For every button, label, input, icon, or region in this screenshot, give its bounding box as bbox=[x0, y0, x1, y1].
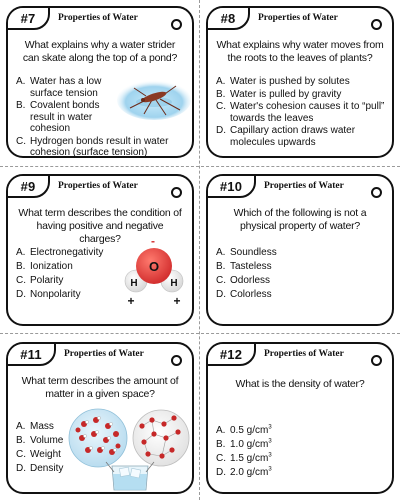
answer-item: C. Polarity bbox=[16, 275, 64, 286]
punch-hole-icon bbox=[371, 187, 382, 198]
question-text: Which of the following is not a physical property of water? bbox=[233, 207, 367, 232]
task-card-8 bbox=[206, 6, 394, 158]
answer-item: B. 1.0 $g/cm^3$ bbox=[216, 438, 272, 450]
answer-item: D. 2.0 $g/cm^3$ bbox=[216, 466, 272, 478]
question-text: What term describes the amount of matter in a given space? bbox=[21, 375, 179, 400]
question-text: What explains why a water strider can skate along the top of a pond? bbox=[22, 39, 178, 64]
question-text: What is the density of water? bbox=[235, 378, 365, 390]
positive-charge-label-right: + bbox=[173, 294, 181, 308]
cut-line-horizontal-2 bbox=[0, 333, 400, 334]
card-title: Properties of Water bbox=[58, 181, 138, 191]
card-title: Properties of Water bbox=[264, 349, 344, 359]
card-title: Properties of Water bbox=[264, 181, 344, 191]
answer-list bbox=[16, 76, 169, 158]
positive-charge-label-left: + bbox=[127, 294, 135, 308]
answer-item: B. Water is pulled by gravity bbox=[216, 88, 342, 100]
card-number-badge: #7 bbox=[6, 6, 50, 30]
answer-item: B. Covalent bonds result in water cohesion bbox=[16, 100, 100, 134]
answer-item: A. 0.5 $g/cm^3$ bbox=[216, 424, 272, 436]
negative-charge-label: - bbox=[151, 236, 155, 248]
answer-item: B. Volume bbox=[16, 435, 64, 446]
cut-line-horizontal-1 bbox=[0, 166, 400, 167]
question-text: What explains why water moves from the roots to the leaves of plants? bbox=[216, 39, 384, 64]
card-number-badge: #11 bbox=[6, 342, 56, 366]
task-card-12 bbox=[206, 342, 394, 494]
answer-item: C. 1.5 $g/cm^3$ bbox=[216, 452, 272, 464]
answer-item: A. Water is pushed by solutes bbox=[216, 76, 350, 87]
punch-hole-icon bbox=[171, 187, 182, 198]
hydrogen-label-right: H bbox=[170, 278, 178, 289]
answer-item: D. Colorless bbox=[216, 289, 272, 300]
water-density-image bbox=[68, 406, 190, 492]
answer-item: A. Soundless bbox=[216, 247, 277, 258]
answer-list bbox=[16, 246, 126, 302]
answer-list bbox=[216, 246, 336, 302]
answer-item: B. Ionization bbox=[16, 261, 73, 272]
question-text: What term describes the condition of having positive and negative charges? bbox=[18, 207, 182, 245]
card-number-badge: #10 bbox=[206, 174, 256, 198]
answer-item: C. Water's cohesion causes it to “pull” towards the leaves bbox=[216, 101, 385, 124]
punch-hole-icon bbox=[171, 19, 182, 30]
task-card-9 bbox=[6, 174, 194, 326]
answer-list bbox=[216, 76, 388, 149]
card-number-badge: #12 bbox=[206, 342, 256, 366]
answer-item: A. Electronegativity bbox=[16, 247, 104, 258]
answer-item: D. Density bbox=[16, 463, 64, 474]
answer-list bbox=[216, 424, 336, 480]
card-number-badge: #9 bbox=[6, 174, 50, 198]
answer-item: D. Nonpolarity bbox=[16, 289, 81, 300]
task-card-7 bbox=[6, 6, 194, 158]
water-molecule-image bbox=[122, 236, 188, 310]
answer-item: A. Mass bbox=[16, 421, 54, 432]
task-card-11 bbox=[6, 342, 194, 494]
punch-hole-icon bbox=[371, 19, 382, 30]
punch-hole-icon bbox=[371, 355, 382, 366]
water-strider-image bbox=[116, 72, 192, 122]
hydrogen-label-left: H bbox=[130, 278, 138, 289]
card-title: Properties of Water bbox=[258, 13, 338, 23]
cut-line-vertical bbox=[199, 0, 200, 500]
card-title: Properties of Water bbox=[64, 349, 144, 359]
task-card-10 bbox=[206, 174, 394, 326]
answer-item: C. Hydrogen bonds result in water cohesion (surface tension) bbox=[16, 135, 169, 158]
punch-hole-icon bbox=[171, 355, 182, 366]
answer-item: D. Capillary action draws water molecules upwards bbox=[216, 125, 356, 148]
answer-item: C. Odorless bbox=[216, 275, 271, 286]
card-number-badge: #8 bbox=[206, 6, 250, 30]
answer-item: A. Water has a low surface tension bbox=[16, 76, 102, 99]
oxygen-label: O bbox=[148, 259, 160, 274]
answer-item: B. Tasteless bbox=[216, 261, 272, 272]
answer-list bbox=[16, 420, 76, 476]
answer-item: C. Weight bbox=[16, 449, 61, 460]
card-title: Properties of Water bbox=[58, 13, 138, 23]
